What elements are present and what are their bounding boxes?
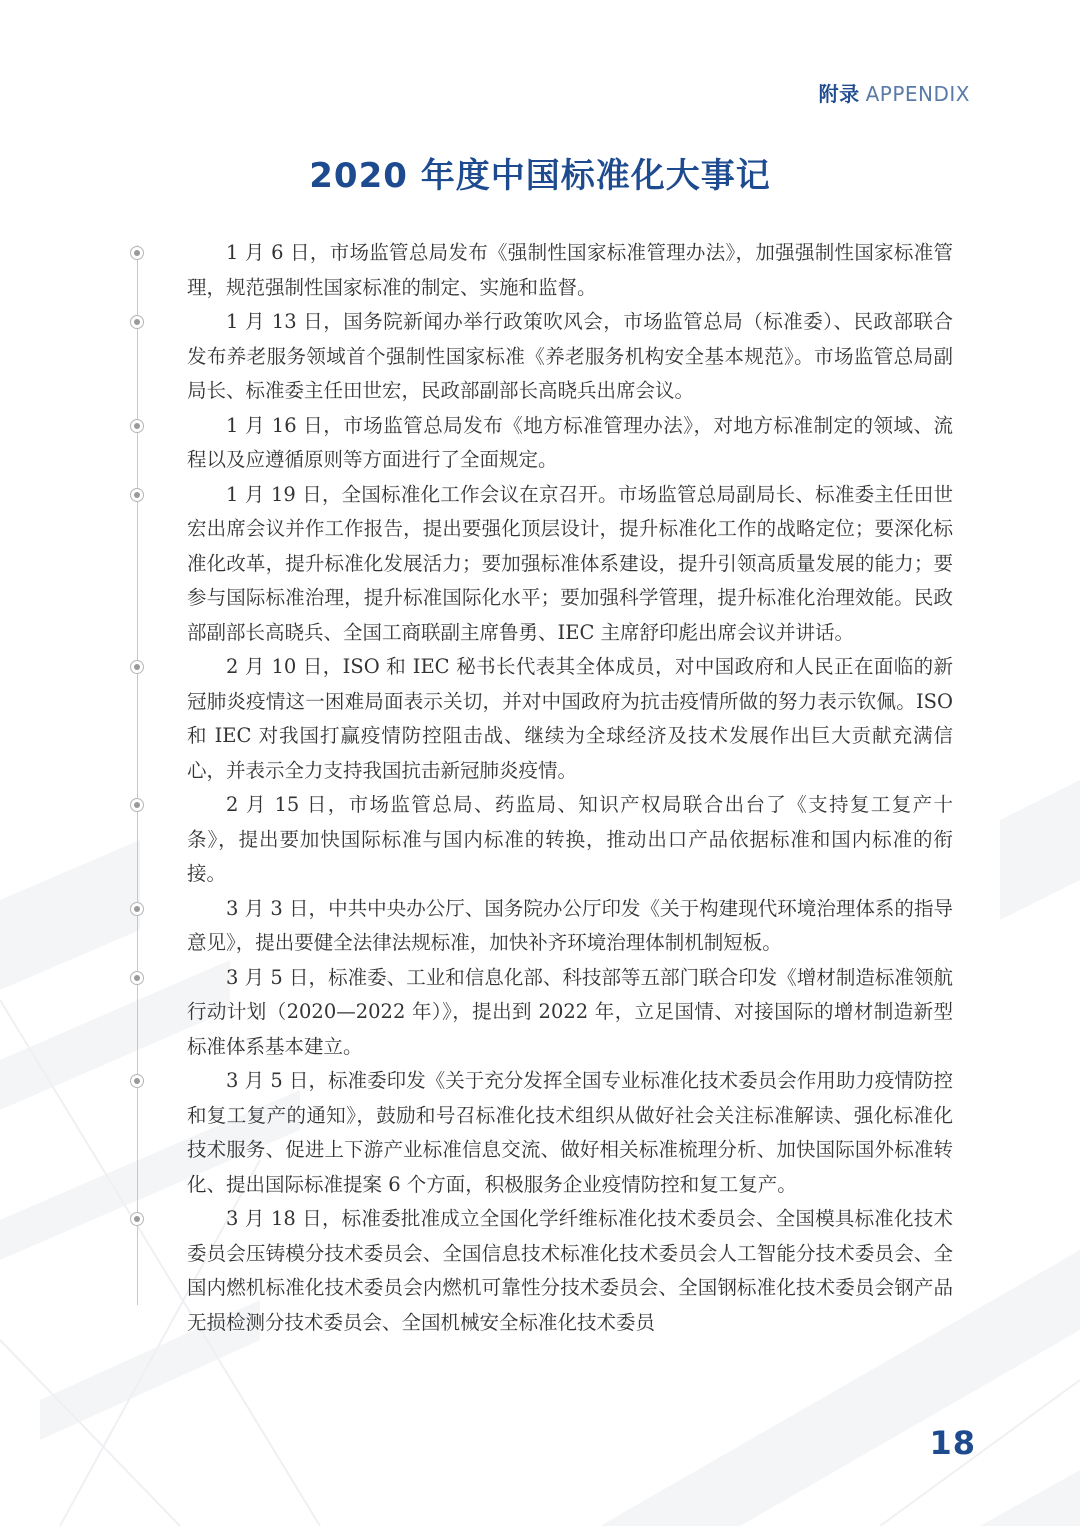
timeline-bullet-icon bbox=[130, 1074, 144, 1088]
event-text: 2 月 10 日，ISO 和 IEC 秘书长代表其全体成员，对中国政府和人民正在面临的新冠肺炎疫情这一困难局面表示关切，并对中国政府为抗击疫情所做的努力表示钦佩。ISO 和 IEC 对我国打赢疫情防控阻击战、继续为全球经济及技术发展作出巨大贡献充满信心，并表示全力支持我国抗击新冠肺炎疫情。 bbox=[187, 655, 953, 782]
timeline-bullet-icon bbox=[130, 246, 144, 260]
section-label-en: APPENDIX bbox=[865, 82, 970, 106]
event-entry bbox=[187, 788, 953, 892]
event-text: 3 月 5 日，标准委印发《关于充分发挥全国专业标准化技术委员会作用助力疫情防控和复工复产的通知》，鼓励和号召标准化技术组织从做好社会关注标准解读、强化标准化技术服务、促进上下游产业标准信息交流、做好相关标准梳理分析、加快国际国外标准转化、提出国际标准提案 6 个方面，积极服务企业疫情防控和复工复产。 bbox=[187, 1069, 953, 1196]
timeline-bullet-icon bbox=[130, 660, 144, 674]
event-text: 2 月 15 日，市场监管总局、药监局、知识产权局联合出台了《支持复工复产十条》，提出要加快国际标准与国内标准的转换，推动出口产品依据标准和国内标准的衔接。 bbox=[187, 793, 953, 885]
page-number: 18 bbox=[929, 1424, 976, 1462]
event-text: 1 月 13 日，国务院新闻办举行政策吹风会，市场监管总局（标准委）、民政部联合发布养老服务领域首个强制性国家标准《养老服务机构安全基本规范》。市场监管总局副局长、标准委主任田世宏，民政部副部长高晓兵出席会议。 bbox=[187, 310, 953, 402]
event-entry bbox=[187, 305, 953, 409]
timeline-bullet-icon bbox=[130, 902, 144, 916]
event-entry bbox=[187, 892, 953, 961]
event-entry bbox=[187, 650, 953, 788]
timeline-bullet-icon bbox=[130, 1212, 144, 1226]
event-entry bbox=[187, 409, 953, 478]
event-entry bbox=[187, 478, 953, 651]
event-entry bbox=[187, 961, 953, 1065]
timeline-line bbox=[137, 245, 138, 1305]
event-text: 1 月 16 日，市场监管总局发布《地方标准管理办法》，对地方标准制定的领域、流程以及应遵循原则等方面进行了全面规定。 bbox=[187, 413, 953, 471]
event-text: 3 月 3 日，中共中央办公厅、国务院办公厅印发《关于构建现代环境治理体系的指导意见》，提出要健全法律法规标准，加快补齐环境治理体制机制短板。 bbox=[187, 896, 953, 954]
section-label-cn: 附录 bbox=[818, 82, 860, 106]
timeline-bullet-icon bbox=[130, 798, 144, 812]
event-entry bbox=[187, 236, 953, 305]
event-entry bbox=[187, 1064, 953, 1202]
timeline-bullet-icon bbox=[130, 419, 144, 433]
event-text: 3 月 18 日，标准委批准成立全国化学纤维标准化技术委员会、全国模具标准化技术委员会压铸模分技术委员会、全国信息技术标准化技术委员会人工智能分技术委员会、全国内燃机标准化技术委员会内燃机可靠性分技术委员会、全国钢标准化技术委员会钢产品无损检测分技术委员会、全国机械安全标准化技术委员 bbox=[187, 1207, 953, 1334]
event-text: 1 月 6 日，市场监管总局发布《强制性国家标准管理办法》，加强强制性国家标准管理，规范强制性国家标准的制定、实施和监督。 bbox=[187, 241, 953, 299]
page-title: 2020 年度中国标准化大事记 bbox=[309, 156, 771, 196]
timeline-bullet-icon bbox=[130, 315, 144, 329]
section-header bbox=[819, 78, 970, 107]
event-list bbox=[187, 236, 953, 1340]
event-text: 3 月 5 日，标准委、工业和信息化部、科技部等五部门联合印发《增材制造标准领航行动计划（2020—2022 年）》，提出到 2022 年，立足国情、对接国际的增材制造新型标准体系基本建立。 bbox=[187, 965, 953, 1058]
event-text: 1 月 19 日，全国标准化工作会议在京召开。市场监管总局副局长、标准委主任田世宏出席会议并作工作报告，提出要强化顶层设计，提升标准化工作的战略定位；要深化标准化改革，提升标准化发展活力；要加强标准体系建设，提升引领高质量发展的能力；要参与国际标准治理，提升标准国际化水平；要加强科学管理，提升标准化治理效能。民政部副部长高晓兵、全国工商联副主席鲁勇、IEC 主席舒印彪出席会议并讲话。 bbox=[187, 482, 953, 644]
event-entry bbox=[187, 1202, 953, 1340]
timeline-bullet-icon bbox=[130, 971, 144, 985]
timeline-bullet-icon bbox=[130, 488, 144, 502]
